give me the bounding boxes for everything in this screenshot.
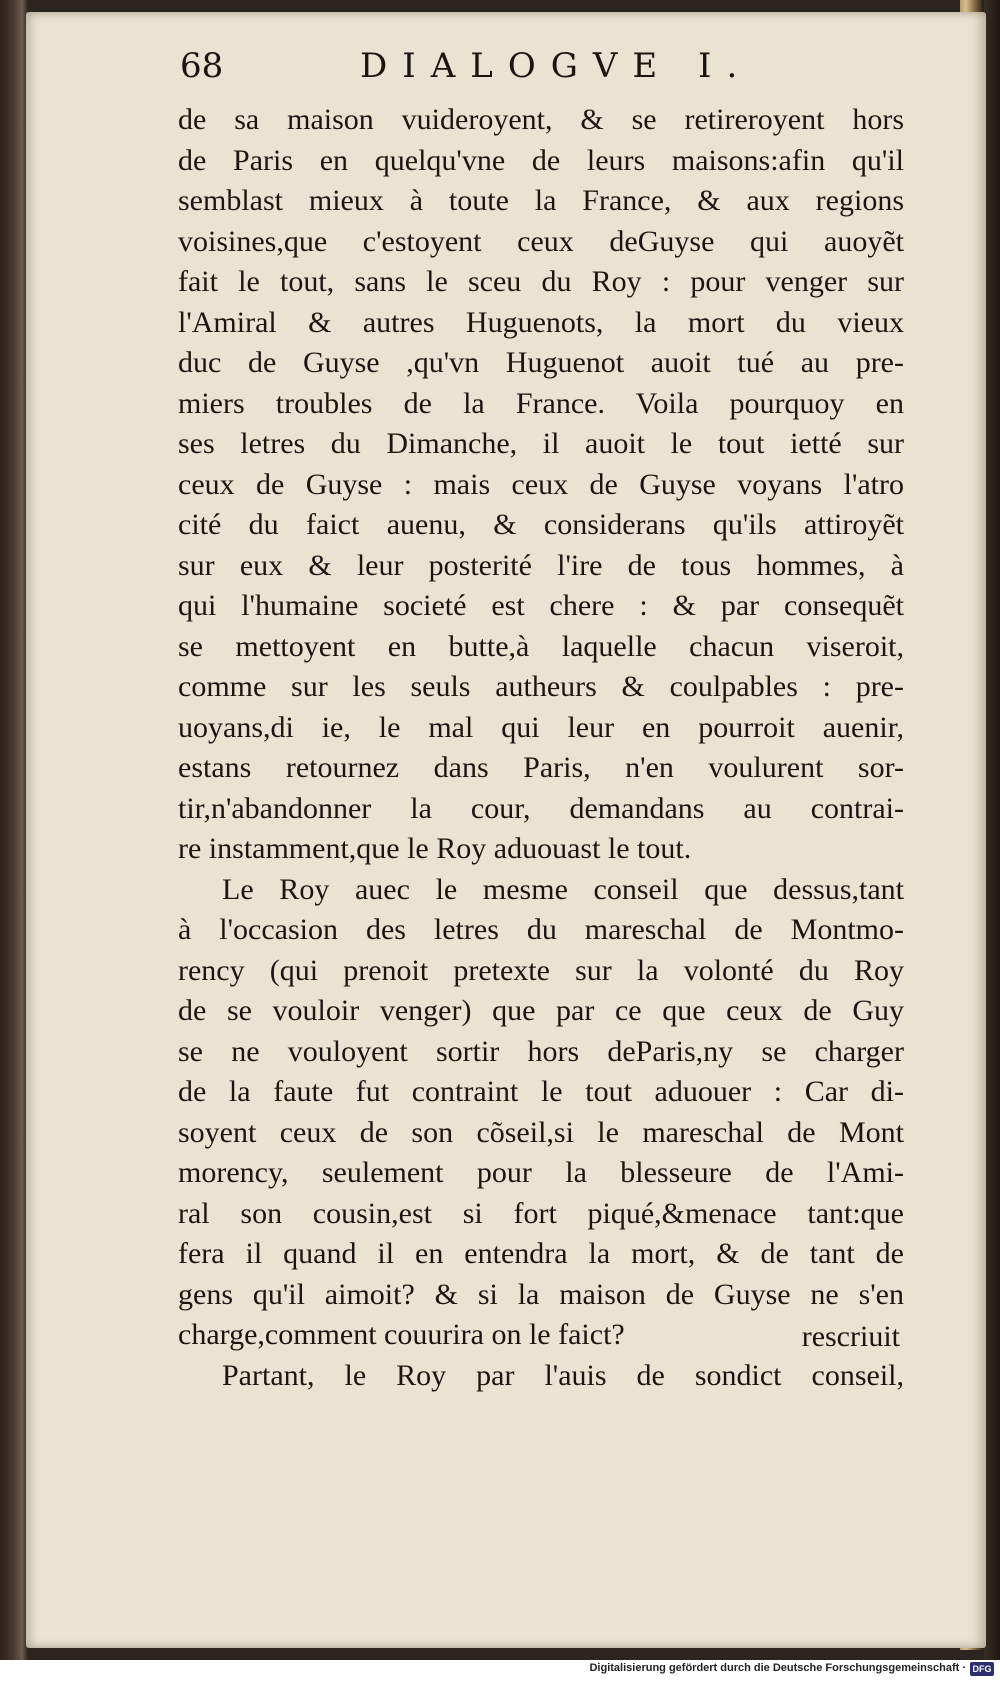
text-line: l'Amiral & autres Huguenots, la mort du vieux: [178, 305, 904, 339]
text-line: voisines,que c'estoyent ceux deGuyse qui auoyẽt: [178, 224, 904, 258]
text-line: fera il quand il en entendra la mort, & de tant de: [178, 1237, 904, 1270]
text-line: soyent ceux de son cõseil,si le mareschal de Mont: [178, 1115, 904, 1149]
text-line: ral son cousin,est si fort piqué,&menace tant:que: [178, 1196, 904, 1230]
catchword: rescriuit: [801, 1320, 900, 1353]
text-line: sur eux & leur posterité l'ire de tous hommes, à: [178, 548, 904, 582]
text-line: rency (qui prenoit pretexte sur la volonté du Roy: [178, 953, 904, 987]
text-line: estans retournez dans Paris, n'en voulurent sor-: [178, 751, 904, 784]
text-line: semblast mieux à toute la France, & aux regions: [178, 184, 904, 217]
text-line: Le Roy auec le mesme conseil que dessus,tant: [222, 872, 904, 906]
text-line: se mettoyent en butte,à laquelle chacun viseroit,: [178, 629, 904, 663]
footer-bar: [0, 1660, 1000, 1681]
text-line: se ne vouloyent sortir hors deParis,ny se charger: [178, 1034, 904, 1068]
text-line: de Paris en quelqu'vne de leurs maisons:afin qu'il: [178, 143, 904, 177]
page-edge: [984, 0, 1000, 1660]
text-line: re instamment,que le Roy aduouast le tout.: [178, 832, 692, 865]
text-line: de sa maison vuideroyent, & se retireroyent hors: [178, 103, 904, 136]
text-line: miers troubles de la France. Voila pourquoy en: [178, 386, 904, 420]
text-line: de se vouloir venger) que par ce que ceux de Guy: [178, 994, 904, 1027]
text-line: morency, seulement pour la blesseure de l'Ami-: [178, 1156, 904, 1189]
digitization-credit: Digitalisierung gefördert durch die Deutsche Forschungsgemeinschaft ·: [589, 1662, 966, 1674]
text-line: de la faute fut contraint le tout aduouer : Car di-: [178, 1075, 904, 1108]
text-line: comme sur les seuls autheurs & coulpables : pre-: [178, 670, 904, 703]
text-line: charge,comment couurira on le faict?: [178, 1318, 625, 1351]
text-line: à l'occasion des letres du mareschal de Montmo-: [178, 913, 904, 946]
page-number: 68: [180, 46, 224, 86]
text-line: tir,n'abandonner la cour, demandans au contrai-: [178, 791, 904, 825]
text-line: fait le tout, sans le sceu du Roy : pour venger sur: [178, 265, 904, 298]
text-line: ceux de Guyse : mais ceux de Guyse voyans l'atro: [178, 467, 904, 501]
running-title: DIALOGVE I.: [360, 46, 753, 86]
page-header: [180, 46, 900, 96]
text-line: ses letres du Dimanche, il auoit le tout ietté sur: [178, 427, 904, 460]
body-text: [178, 100, 904, 1396]
text-line: cité du faict auenu, & considerans qu'ils attiroyẽt: [178, 508, 904, 541]
text-line: uoyans,di ie, le mal qui leur en pourroit auenir,: [178, 710, 904, 744]
text-line: qui l'humaine societé est chere : & par consequẽt: [178, 589, 904, 622]
dfg-logo: DFG: [970, 1662, 994, 1676]
text-line: duc de Guyse ,qu'vn Huguenot auoit tué au pre-: [178, 346, 904, 379]
text-line: gens qu'il aimoit? & si la maison de Guyse ne s'en: [178, 1277, 904, 1311]
text-line: Partant, le Roy par l'auis de sondict conseil,: [222, 1358, 904, 1392]
